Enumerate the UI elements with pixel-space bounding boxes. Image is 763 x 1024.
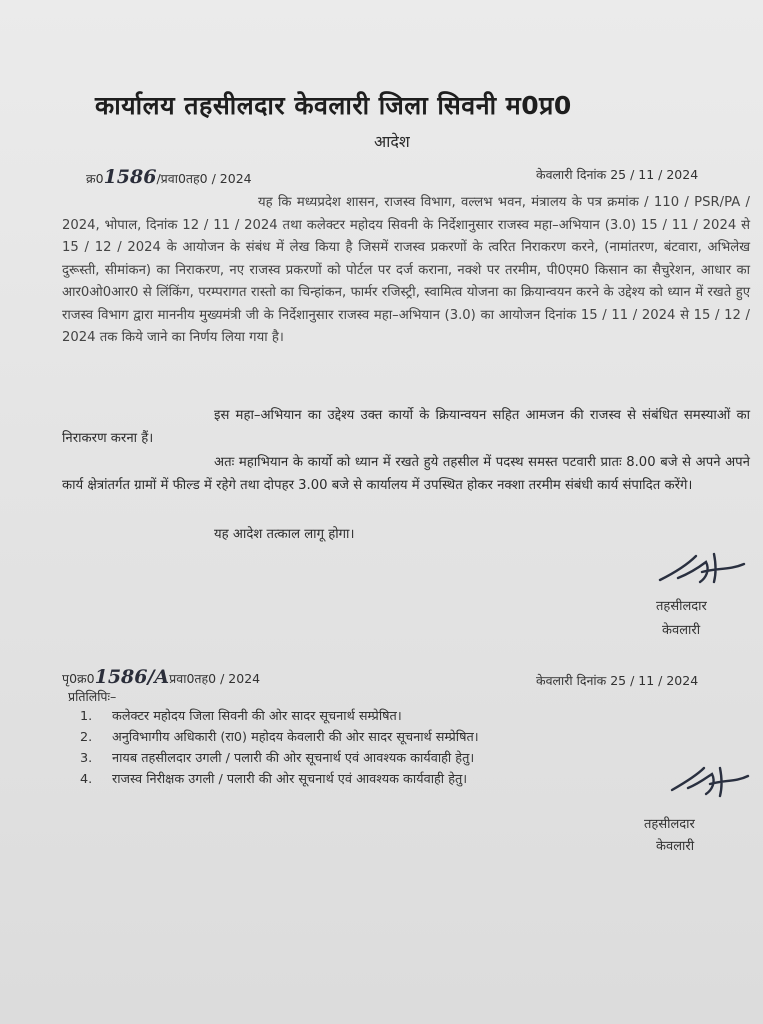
order-paragraph-3: अतः महाभियान के कार्यो को ध्यान में रखते हुये तहसील में पदस्थ समस्त पटवारी प्रातः 8.00 बजे से अपने अपने कार्य क्षेत्रांतर्गत ग्रामों में फील्ड में रहेगे तथा दोपहर 3.00 बजे से कार्यालय में उपस्थित होकर नक्शा तरमीम संबंधी कार्य संपादित करेंगे। <box>62 455 750 493</box>
reference-prefix: क्र0 <box>86 171 104 186</box>
endorsement-number-line <box>62 666 260 688</box>
signature-2-place: केवलारी <box>656 839 695 854</box>
list-item: 3. नायब तहसीलदार उगली / पलारी की ओर सूचनार्थ एवं आवश्यक कार्यवाही हेतु। <box>80 751 475 766</box>
endorsement-place-date: केवलारी दिनांक 25 / 11 / 2024 <box>536 673 699 688</box>
order-paragraph-1: यह कि मध्यप्रदेश शासन, राजस्व विभाग, वल्लभ भवन, मंत्रालय के पत्र क्रमांक / 110 / PSR/PA / 2024, भोपाल, दिनांक 12 / 11 / 2024 तथा कलेक्टर महोदय सिवनी के निर्देशानुसार राजस्व महा–अभियान (3.0) 15 / 11 / 2024 से 15 / 12 / 2024 के आयोजन के संबंध में लेख किया है जिसमें राजस्व प्रकरणों के त्वरित निराकरण करने, (नामांतरण, बंटवारा, अभिलेख दुरूस्ती, सीमांकन) का निराकरण, नए राजस्व प्रकरणों को पोर्टल पर दर्ज कराना, नक्शे पर तरमीम, पी0एम0 किसान का सैचुरेशन, आधार का आर0ओ0आर0 से लिंकिंग, परम्परागत रास्तो का चिन्हांकन, फार्मर रजिस्ट्री, स्वामित्व योजना का क्रियान्वयन करने के उद्देश्य को ध्यान में रखते हुए राजस्व विभाग द्वारा माननीय मुख्यमंत्री जी के निर्देशानुसार राजस्व महा–अभियान (3.0) का आयोजन दिनांक 15 / 11 / 2024 से 15 / 12 / 2024 तक किये जाने का निर्णय लिया गया है। <box>62 195 750 345</box>
list-item: 4. राजस्व निरीक्षक उगली / पलारी की ओर सूचनार्थ एवं आवश्यक कार्यवाही हेतु। <box>80 772 468 787</box>
list-item: 1. कलेक्टर महोदय जिला सिवनी की ओर सादर सूचनार्थ सम्प्रेषित। <box>80 709 402 724</box>
order-heading: आदेश <box>374 132 410 151</box>
signature-2-designation: तहसीलदार <box>644 817 695 832</box>
order-paragraph-2: इस महा–अभियान का उद्देश्य उक्त कार्यो के क्रियान्वयन सहित आमजन की राजस्व से संबंधित समस्याओं का निराकरण करना हैं। <box>62 408 750 446</box>
signature-1-place: केवलारी <box>662 623 701 638</box>
copy-to-list <box>80 706 479 790</box>
endorsement-prefix: पृ0क्र0 <box>62 671 95 686</box>
copy-to-label: प्रतिलिपिः– <box>68 689 117 704</box>
reference-number-line <box>86 166 252 188</box>
signature-1-image <box>654 548 750 592</box>
office-title: कार्यालय तहसीलदार केवलारी जिला सिवनी म0प्र0 <box>95 91 572 120</box>
signature-2-image <box>668 764 752 804</box>
signature-1-designation: तहसीलदार <box>656 599 707 614</box>
handwritten-endorsement-number: 1586/A <box>94 666 170 688</box>
endorsement-suffix: प्रवा0तह0 / 2024 <box>169 671 261 686</box>
order-paragraph-4: यह आदेश तत्काल लागू होगा। <box>214 527 355 542</box>
reference-suffix: /प्रवा0तह0 / 2024 <box>156 171 252 186</box>
handwritten-order-number: 1586 <box>103 166 157 188</box>
list-item: 2. अनुविभागीय अधिकारी (रा0) महोदय केवलारी की ओर सादर सूचनार्थ सम्प्रेषित। <box>80 730 479 745</box>
reference-place-date: केवलारी दिनांक 25 / 11 / 2024 <box>536 167 699 182</box>
